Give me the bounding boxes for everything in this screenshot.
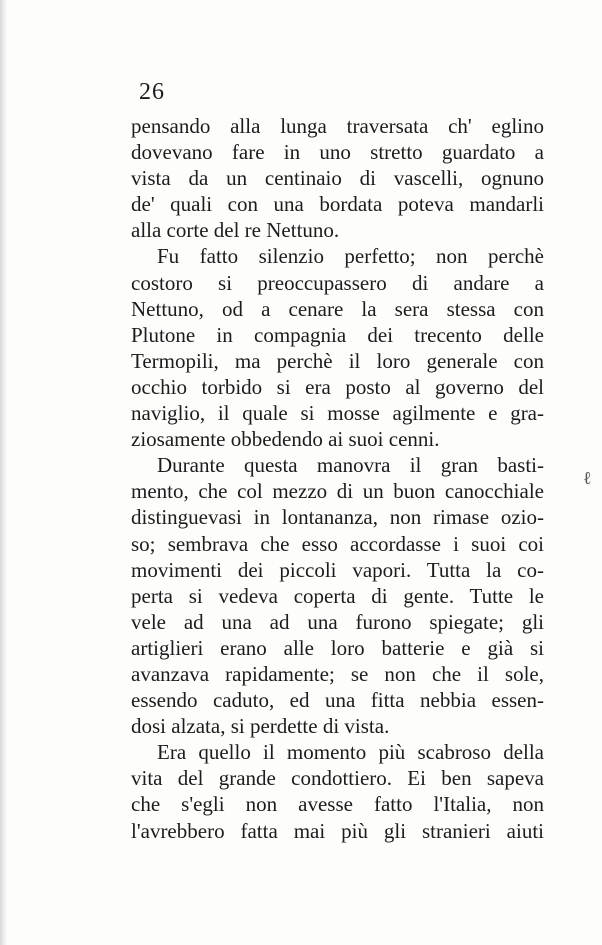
text-line: vele ad una ad una furono spiegate; gli (131, 609, 544, 634)
text-line: Era quello il momento più scabroso della (157, 740, 544, 765)
margin-mark: ℓ (583, 468, 592, 488)
text-line: Nettuno, od a cenare la sera stessa con (131, 296, 544, 321)
text-line: alla corte del re Nettuno. (131, 218, 340, 243)
text-line: essendo caduto, ed una fitta nebbia essen- (131, 688, 544, 713)
text-line: dosi alzata, si perdette di vista. (131, 714, 390, 739)
text-line: mento, che col mezzo di un buon canocchiale (131, 479, 544, 504)
text-line: movimenti dei piccoli vapori. Tutta la co- (131, 557, 544, 582)
text-line: perta si vedeva coperta di gente. Tutte le (131, 583, 544, 608)
text-line: che s'egli non avesse fatto l'Italia, non (131, 792, 544, 817)
text-line: naviglio, il quale si mosse agilmente e gra- (131, 401, 544, 426)
text-line: vista da un centinaio di vascelli, ognuno (131, 166, 544, 191)
body-text (131, 113, 544, 844)
text-line: de' quali con una bordata poteva mandarli (131, 192, 544, 217)
text-line: Durante questa manovra il gran basti- (157, 453, 544, 478)
text-line: l'avrebbero fatta mai più gli stranieri aiuti (131, 818, 544, 843)
text-line: Termopili, ma perchè il loro generale con (131, 348, 544, 373)
text-line: vita del grande condottiero. Ei ben sapeva (131, 766, 544, 791)
text-line: dovevano fare in uno stretto guardato a (131, 140, 544, 165)
text-line: pensando alla lunga traversata ch' eglino (131, 114, 544, 138)
page-binding-edge (0, 0, 8, 945)
text-line: so; sembrava che esso accordasse i suoi coi (131, 531, 544, 556)
text-line: costoro si preoccupassero di andare a (131, 270, 544, 295)
text-line: occhio torbido si era posto al governo del (131, 374, 544, 399)
text-line: Fu fatto silenzio perfetto; non perchè (157, 244, 544, 269)
text-line: ziosamente obbedendo ai suoi cenni. (131, 427, 440, 452)
text-line: artiglieri erano alle loro batterie e già si (131, 635, 544, 660)
page-number: 26 (139, 79, 165, 105)
text-line: avanzava rapidamente; se non che il sole, (131, 661, 544, 686)
text-line: distinguevasi in lontananza, non rimase ozio- (131, 505, 544, 530)
text-line: Plutone in compagnia dei trecento delle (131, 322, 544, 347)
